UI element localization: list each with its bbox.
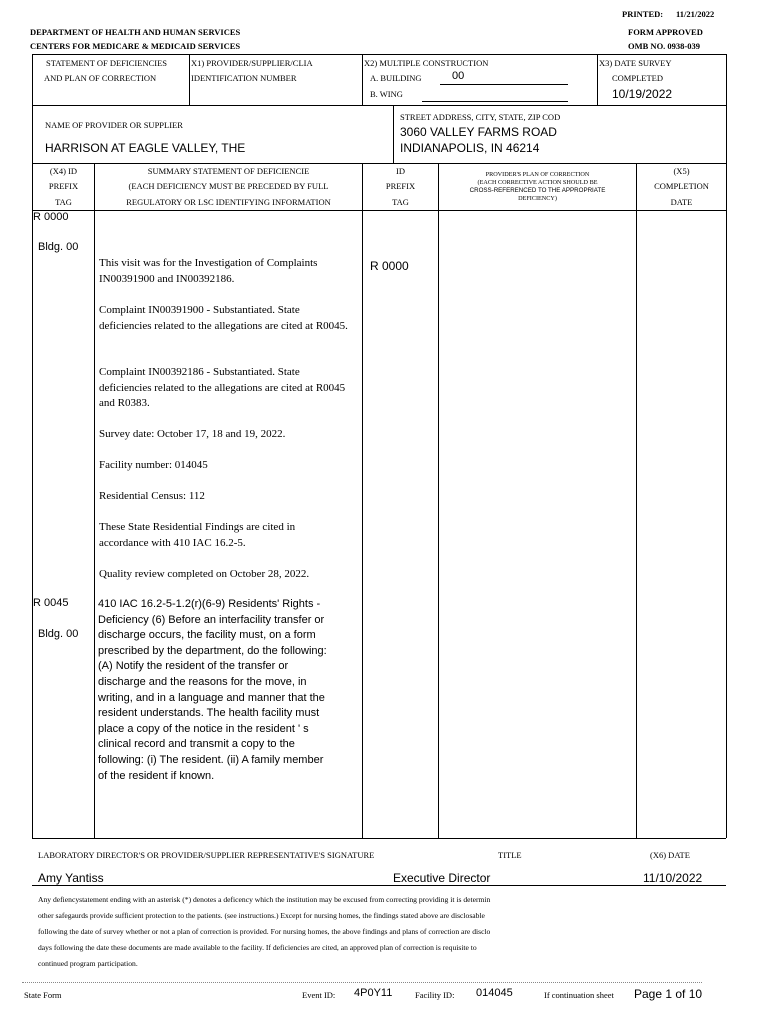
id-header-line2: PREFIX [385, 181, 416, 191]
provider-name-label: NAME OF PROVIDER OR SUPPLIER [45, 120, 183, 130]
x4-header-line3: TAG [55, 197, 72, 207]
bldg-r0045: Bldg. 00 [38, 628, 79, 640]
x1-label-line1: X1) PROVIDER/SUPPLIER/CLIA [191, 58, 313, 68]
summary-paragraph-8: Quality review completed on October 28, 2022. [99, 568, 310, 580]
signature-label: LABORATORY DIRECTOR'S OR PROVIDER/SUPPLIER REPRESENTATIVE'S SIGNATURE [38, 850, 375, 860]
event-id-value: 4P0Y11 [354, 987, 393, 999]
page-number: Page 1 of 10 [634, 987, 703, 1001]
x6-date-label: (X6) DATE [650, 850, 690, 860]
x3-label-line1: X3) DATE SURVEY [599, 58, 672, 68]
summary-paragraph-3: Complaint IN00392186 - Substantiated. State deficiencies related to the allegations are cited at R0045 and R0383. [99, 366, 346, 409]
title-label: TITLE [498, 850, 522, 860]
facility-id-label: Facility ID: [415, 990, 455, 1000]
id-header-line3: TAG [392, 197, 409, 207]
x5-header-line2: COMPLETION [654, 181, 709, 191]
x3-label-line2: COMPLETED [612, 73, 663, 83]
street-address-line1: 3060 VALLEY FARMS ROAD [400, 125, 557, 139]
street-address-label: STREET ADDRESS, CITY, STATE, ZIP COD [400, 112, 561, 122]
summary-paragraph-2: Complaint IN00391900 - Substantiated. State deficiencies related to the allegations are cited at R0045. [99, 304, 348, 332]
tag-r0000: R 0000 [33, 211, 69, 223]
wing-label: B. WING [370, 89, 403, 99]
summary-header-line2: (EACH DEFICIENCY MUST BE PRECEDED BY FULL [128, 181, 329, 191]
x5-header-line3: DATE [670, 197, 693, 207]
omb-number: OMB NO. 0938-039 [628, 41, 701, 51]
signer-title: Executive Director [393, 871, 491, 885]
x4-header-line2: PREFIX [48, 181, 79, 191]
x2-label: X2) MULTIPLE CONSTRUCTION [364, 58, 489, 68]
summary-header-line1: SUMMARY STATEMENT OF DEFICIENCIE [147, 166, 310, 176]
signer-name: Amy Yantiss [38, 871, 104, 885]
form-approved: FORM APPROVED [628, 27, 703, 37]
department-name: DEPARTMENT OF HEALTH AND HUMAN SERVICES [30, 27, 241, 37]
plan-header-line3: CROSS-REFERENCED TO THE APPROPRIATE [469, 187, 606, 194]
building-label: A. BUILDING [370, 73, 422, 83]
building-value: 00 [452, 70, 465, 82]
plan-header-line4: DEFICIENCY) [518, 195, 557, 202]
bldg-r0000: Bldg. 00 [38, 241, 79, 253]
street-address-line2: INDIANAPOLIS, IN 46214 [400, 141, 540, 155]
id-header-line1: ID [396, 166, 405, 176]
signature-date: 11/10/2022 [643, 871, 703, 885]
x5-header-line1: (X5) [673, 166, 690, 176]
id-tag-r0000: R 0000 [370, 259, 409, 273]
summary-paragraph-1: This visit was for the Investigation of Complaints IN00391900 and IN00392186. [99, 257, 318, 285]
footnote-line-1: Any defiencystatement ending with an asterisk (*) denotes a deficency which the institution may be excused from correcting providing it is determin [38, 895, 491, 904]
x1-label-line2: IDENTIFICATION NUMBER [191, 73, 297, 83]
summary-paragraph-7: These State Residential Findings are cited in accordance with 410 IAC 16.2-5. [99, 521, 296, 549]
event-id-label: Event ID: [302, 990, 336, 1000]
footnote-line-3: following the date of survey whether or not a plan of correction is provided. For nursing homes, the above findings and plans of correction are disclo [38, 927, 491, 936]
survey-completed-date: 10/19/2022 [612, 87, 673, 101]
footnote-line-2: other safegaurds provide sufficient protection to the patients. (see instructions.) Except for nursing homes, the findings stated above are disclosable [38, 911, 485, 920]
r0045-deficiency-text: 410 IAC 16.2-5-1.2(r)(6-9) Residents' Rights - Deficiency (6) Before an interfacility transfer or discharge occurs, the facility must, on a form prescribed by the department, do the following: (A) Notify the resident of the transfer or discharge and the reasons for the move, in writing, and in a language and manner that the resident understands. The health facility must place a copy of the notice in the resident ' s clinical record and transmit a copy to the following: (i) The resident. (ii) A family member of the resident if known. [98, 598, 327, 782]
provider-name: HARRISON AT EAGLE VALLEY, THE [45, 141, 246, 155]
tag-r0045: R 0045 [33, 597, 69, 609]
statement-label-line2: AND PLAN OF CORRECTION [44, 73, 157, 83]
footnote-line-4: days following the date these documents are made available to the facility. If deficiencies are cited, an approved plan of correction is requisite to [38, 943, 477, 952]
facility-id-value: 014045 [476, 987, 513, 999]
centers-name: CENTERS FOR MEDICARE & MEDICAID SERVICES [30, 41, 241, 51]
printed-label: PRINTED: [622, 9, 664, 19]
summary-paragraph-5: Facility number: 014045 [99, 459, 208, 471]
printed-date: 11/21/2022 [676, 9, 715, 19]
plan-header-line2: (EACH CORRECTIVE ACTION SHOULD BE [477, 179, 598, 186]
plan-header-line1: PROVIDER'S PLAN OF CORRECTION [485, 171, 590, 178]
summary-paragraph-6: Residential Census: 112 [99, 490, 205, 502]
summary-header-line3: REGULATORY OR LSC IDENTIFYING INFORMATION [126, 197, 331, 207]
state-form-label: State Form [24, 990, 62, 1000]
statement-label-line1: STATEMENT OF DEFICIENCIES [46, 58, 168, 68]
x4-header-line1: (X4) ID [49, 166, 78, 176]
summary-paragraph-4: Survey date: October 17, 18 and 19, 2022. [99, 428, 286, 440]
continuation-label: If continuation sheet [544, 990, 614, 1000]
footnote-line-5: continued program participation. [38, 959, 138, 968]
